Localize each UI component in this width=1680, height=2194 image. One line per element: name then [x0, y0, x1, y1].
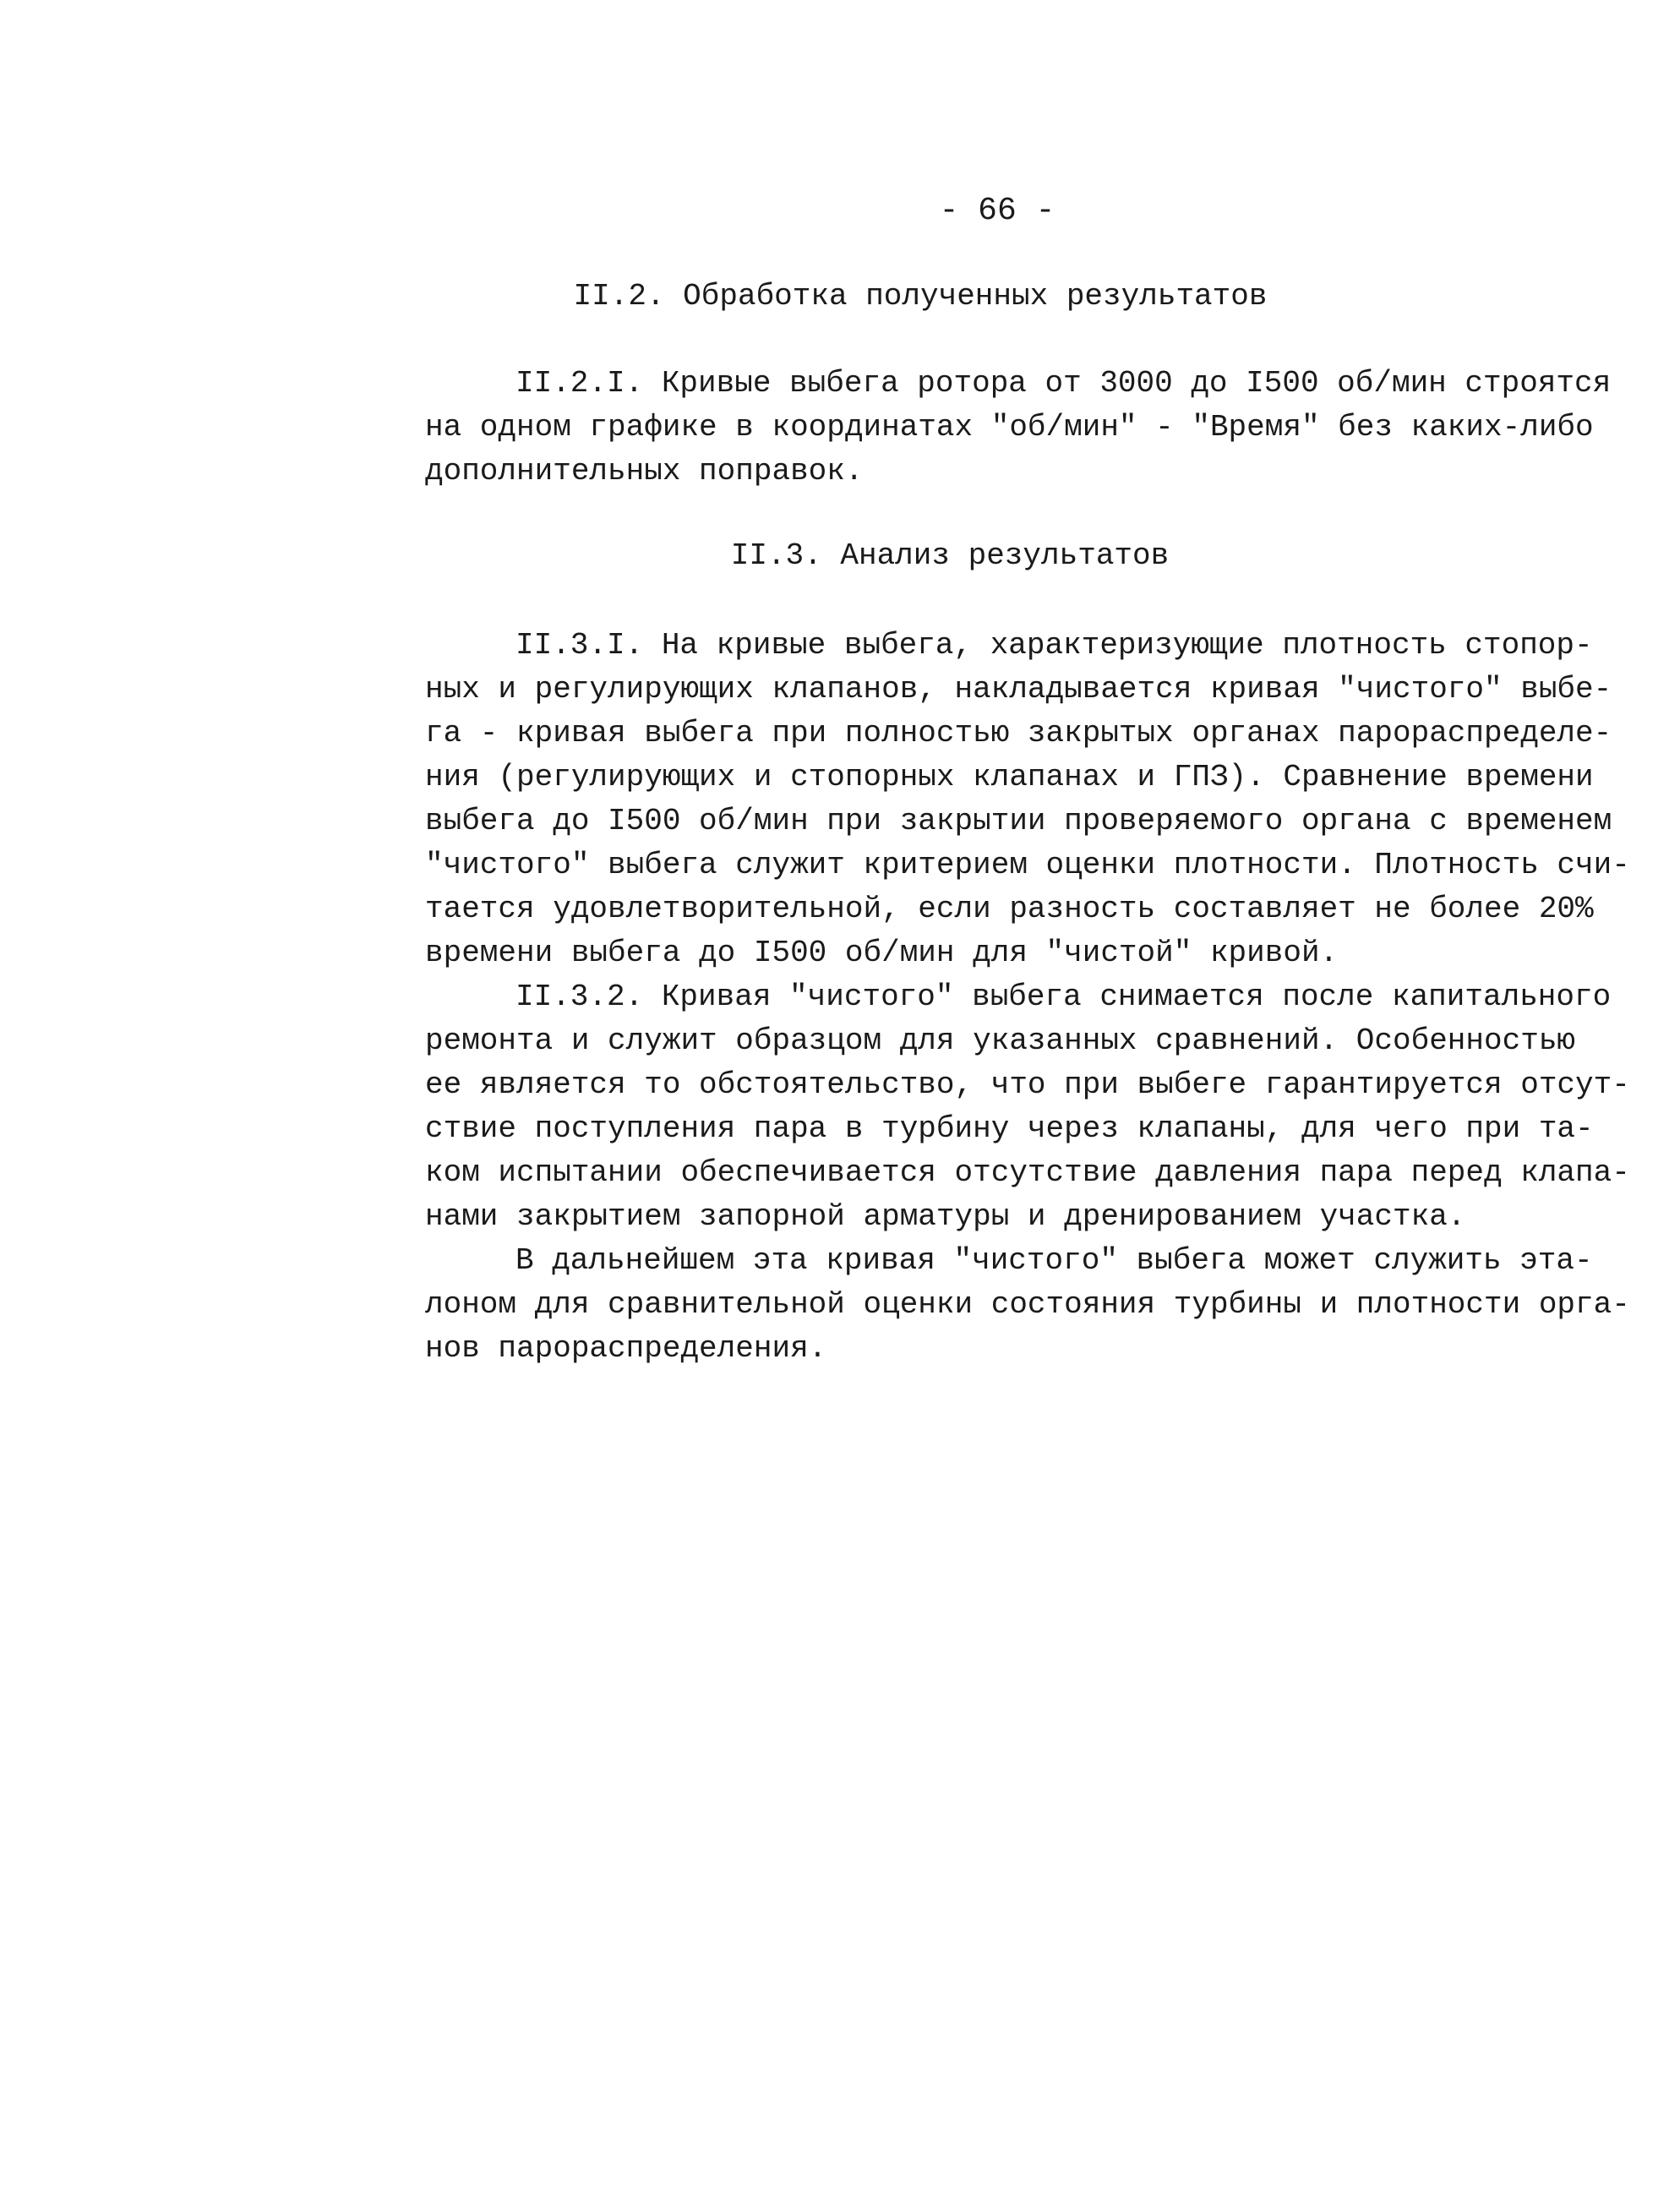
paragraph-11-3-2-line: ремонта и служит образцом для указанных сравнений. Особенностью [425, 1023, 1576, 1058]
paragraph-11-3-2-line: ствие поступления пара в турбину через клапаны, для чего при та- [425, 1111, 1594, 1146]
paragraph-11-3-1-line: тается удовлетворительной, если разность составляет не более 20% [425, 892, 1594, 926]
paragraph-11-3-1-line: выбега до I500 об/мин при закрытии проверяемого органа с временем [425, 804, 1612, 838]
paragraph-11-3-1-line: "чистого" выбега служит критерием оценки плотности. Плотность счи- [425, 848, 1630, 882]
paragraph-11-2-1-line: II.2.I. Кривые выбега ротора от 3000 до I500 об/мин строятся [515, 366, 1612, 401]
paragraph-11-3-2-line: нами закрытием запорной арматуры и дренированием участка. [425, 1199, 1466, 1234]
paragraph-11-3-2-line: ком испытании обеспечивается отсутствие давления пара перед клапа- [425, 1155, 1630, 1190]
paragraph-11-2-1-line: дополнительных поправок. [425, 454, 864, 488]
paragraph-closing-line: В дальнейшем эта кривая "чистого" выбега может служить эта- [515, 1243, 1593, 1278]
paragraph-11-3-1-line: II.3.I. На кривые выбега, характеризующие плотность стопор- [515, 628, 1593, 663]
section-heading-11-3: II.3. Анализ результатов [730, 538, 1170, 573]
paragraph-11-3-1-line: времени выбега до I500 об/мин для "чистой" кривой. [425, 936, 1339, 970]
paragraph-11-3-1-line: га - кривая выбега при полностью закрытых органах парораспределе- [425, 716, 1612, 750]
paragraph-11-3-1-line: ных и регулирующих клапанов, накладывается кривая "чистого" выбе- [425, 672, 1612, 707]
paragraph-11-3-2-line: II.3.2. Кривая "чистого" выбега снимается после капитального [515, 980, 1612, 1014]
section-heading-11-2: II.2. Обработка полученных результатов [573, 279, 1268, 314]
paragraph-11-3-1-line: ния (регулирующих и стопорных клапанах и ГПЗ). Сравнение времени [425, 760, 1594, 794]
paragraph-closing-line: лоном для сравнительной оценки состояния турбины и плотности орга- [425, 1287, 1630, 1322]
paragraph-11-3-2-line: ее является то обстоятельство, что при выбеге гарантируется отсут- [425, 1067, 1630, 1102]
paragraph-closing-line: нов парораспределения. [425, 1331, 827, 1366]
paragraph-11-2-1-line: на одном графике в координатах "об/мин" - "Время" без каких-либо [425, 410, 1594, 445]
page-number: - 66 - [939, 193, 1055, 229]
